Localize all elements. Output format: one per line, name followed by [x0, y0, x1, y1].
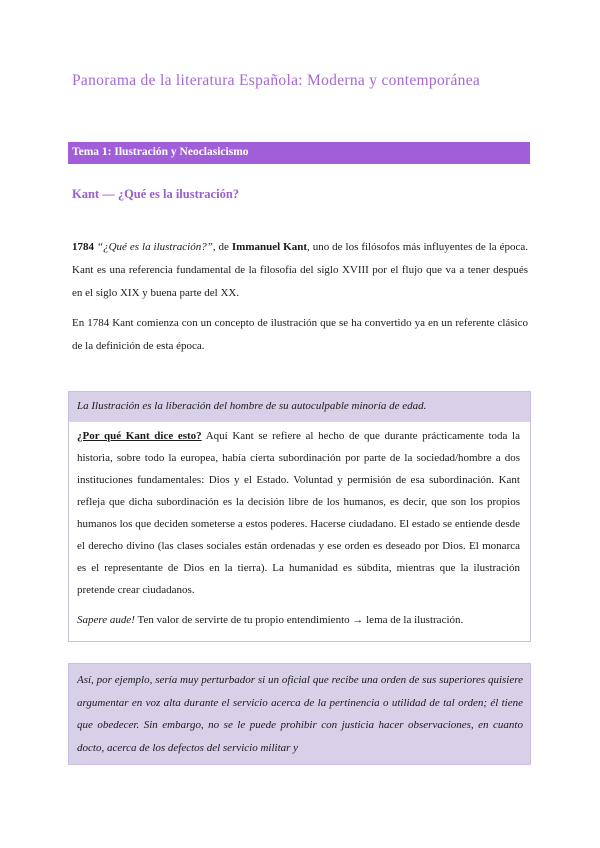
intro-rest: , uno de los filósofos más influyentes de la época. Kant es una referencia fundamental de la filosofía del siglo XVIII por el flujo que va a tener después en el siglo XIX y buena parte del XX.: [72, 241, 528, 299]
quote-text: Así, por ejemplo, sería muy perturbador si un oficial que recibe una orden de sus superiores quisiere argumentar en voz alta durante el servicio acerca de la pertinencia o utilidad de tal orden; él tiene que obedecer. Sin embargo, no se le puede prohibir con justicia hacer observaciones, en cuanto docto, acerca de los defectos del servicio militar y: [77, 674, 523, 754]
intro-year: 1784: [72, 241, 94, 253]
page-title: Panorama de la literatura Española: Moderna y contemporánea: [72, 72, 481, 89]
motto-line: [77, 614, 463, 626]
intro-work-title: “¿Qué es la ilustración?”: [96, 241, 213, 253]
quote-box: [68, 663, 531, 765]
explanation-text: Aquí Kant se refiere al hecho de que durante prácticamente toda la historia, sobre todo la europea, había cierta subordinación por parte de la sociedad/hombre a dos instituciones fundamentales: Dios y el Estado. Voluntad y permisión de esa subordinación. Kant refleja que dicha subordinación es la decisión libre de los humanos, es decir, que son los propios humanos los que deciden someterse a estos poderes. Hacerse ciudadano. El estado se entiende desde el derecho divino (las clases sociales están ordenadas y ese orden es deseado por Dios. El monarca es el representante de Dios en la tierra). La humanidad es súbdita, mientras que la ilustración pretende crear ciudadanos.: [77, 430, 520, 596]
topic-banner: [68, 142, 530, 164]
topic-label: Tema 1: Ilustración y Neoclasicismo: [72, 146, 249, 158]
definition-explanation: [77, 425, 520, 601]
definition-box: [68, 391, 531, 642]
intro-by: , de: [212, 241, 232, 253]
intro-author: Immanuel Kant: [231, 241, 307, 253]
section-heading: Kant — ¿Qué es la ilustración?: [72, 187, 240, 201]
definition-quote-header: [69, 392, 530, 422]
why-question: ¿Por qué Kant dice esto?: [77, 430, 202, 442]
context-paragraph: En 1784 Kant comienza con un concepto de ilustración que se ha convertido ya en un referente clásico de la definición de esta época.: [72, 317, 528, 352]
intro-paragraph: [72, 236, 528, 305]
definition-quote: La Ilustración es la liberación del hombre de su autoculpable minoría de edad.: [77, 400, 427, 412]
motto-text: Ten valor de servirte de tu propio entendimiento → lema de la ilustración.: [134, 614, 464, 626]
motto-latin: Sapere aude!: [77, 614, 135, 626]
